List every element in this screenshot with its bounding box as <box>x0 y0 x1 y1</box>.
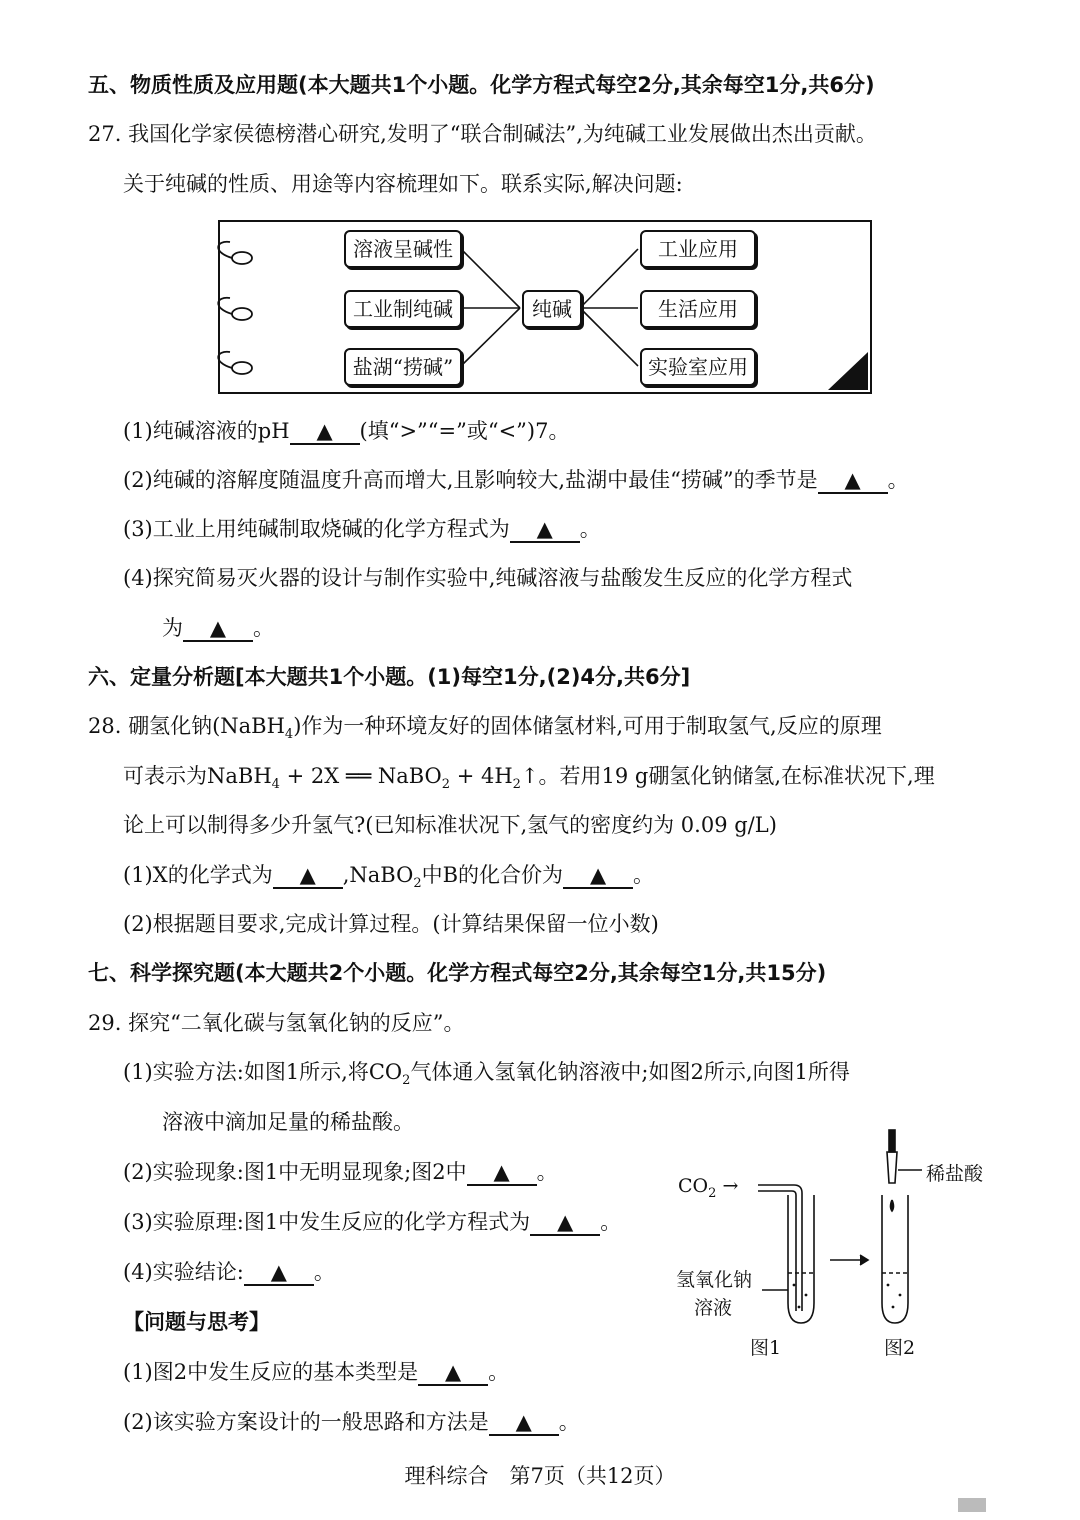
answer-blank[interactable]: ▲ <box>818 468 888 494</box>
q27-part1: (1)纯碱溶液的pH ▲ (填“>”“=”或“<”)7。 <box>123 419 570 443</box>
q29-part1: (1)实验方法:如图1所示,将$CO_2$气体通入氢氧化钠溶液中;如图2所示,向图1所得 <box>123 1060 850 1089</box>
co2-label: $CO_2$ → <box>678 1175 739 1201</box>
mindmap-right-1: 工业应用 <box>640 230 756 268</box>
q29-part2: (2)实验现象:图1中无明显现象;图2中 ▲ 。 <box>123 1160 558 1184</box>
page-footer: 理科综合 第7页（共12页） <box>404 1464 676 1488</box>
q28-line2: 可表示为NaBH$_4$ + 2X ══ NaBO$_2$ + $4H_2↑$。若用19 g硼氢化钠储氢,在标准状况下,理 <box>123 764 935 793</box>
answer-blank[interactable]: ▲ <box>418 1360 488 1386</box>
naoh-label-1: 氢氧化钠 <box>676 1269 753 1291</box>
answer-blank[interactable]: ▲ <box>290 419 360 445</box>
answer-blank[interactable]: ▲ <box>244 1260 314 1286</box>
fig1-caption: 图1 <box>750 1337 782 1359</box>
answer-blank[interactable]: ▲ <box>273 863 343 889</box>
answer-blank[interactable]: ▲ <box>510 517 580 543</box>
fig2-caption: 图2 <box>884 1337 916 1359</box>
q28-line3: 论上可以制得多少升氢气?(已知标准状况下,氢气的密度约为 0.09 g/L) <box>123 813 777 837</box>
mindmap-left-1: 溶液呈碱性 <box>344 230 462 268</box>
mindmap-left-3: 盐湖“捞碱” <box>344 348 462 386</box>
section6-header: 六、定量分析题[本大题共1个小题。(1)每空1分,(2)4分,共6分] <box>88 665 691 689</box>
q29-title: 29. 探究“二氧化碳与氢氧化钠的反应”。 <box>88 1011 465 1035</box>
q28-line1: 28. 硼氢化钠(NaBH$_4$)作为一种环境友好的固体储氢材料,可用于制取氢气,反应的原理 <box>88 714 882 743</box>
q29-think1: (1)图2中发生反应的基本类型是 ▲ 。 <box>123 1360 510 1384</box>
acid-label: 稀盐酸 <box>926 1163 984 1185</box>
q29-part4: (4)实验结论: ▲ 。 <box>123 1260 335 1284</box>
q27-part4: (4)探究简易灭火器的设计与制作实验中,纯碱溶液与盐酸发生反应的化学方程式 <box>123 566 853 590</box>
q27-intro-line2: 关于纯碱的性质、用途等内容梳理如下。联系实际,解决问题: <box>123 172 683 196</box>
page-curl-icon <box>828 352 868 390</box>
naoh-label-2: 溶液 <box>694 1297 733 1319</box>
q29-part1-cont: 溶液中滴加足量的稀盐酸。 <box>162 1110 414 1134</box>
q27-part3: (3)工业上用纯碱制取烧碱的化学方程式为 ▲ 。 <box>123 517 601 541</box>
answer-blank[interactable]: ▲ <box>530 1210 600 1236</box>
q27-part2: (2)纯碱的溶解度随温度升高而增大,且影响较大,盐湖中最佳“捞碱”的季节是 ▲ 。 <box>123 468 909 492</box>
section5-header: 五、物质性质及应用题(本大题共1个小题。化学方程式每空2分,其余每空1分,共6分) <box>88 73 875 97</box>
answer-blank[interactable]: ▲ <box>467 1160 537 1186</box>
mindmap-notebook <box>218 220 872 394</box>
q27-intro-line1: 27. 我国化学家侯德榜潜心研究,发明了“联合制碱法”,为纯碱工业发展做出杰出贡献。 <box>88 122 877 146</box>
q28-part1: (1)X的化学式为 ▲ ,NaBO$_2$中B的化合价为 ▲ 。 <box>123 863 655 892</box>
q27-part4-cont: 为 ▲ 。 <box>162 616 274 640</box>
mindmap-right-3: 实验室应用 <box>640 348 756 386</box>
mindmap-left-2: 工业制纯碱 <box>344 290 462 328</box>
q28-part2: (2)根据题目要求,完成计算过程。(计算结果保留一位小数) <box>123 912 659 936</box>
think-heading: 【问题与思考】 <box>123 1310 270 1334</box>
q29-part3: (3)实验原理:图1中发生反应的化学方程式为 ▲ 。 <box>123 1210 622 1234</box>
answer-blank[interactable]: ▲ <box>563 863 633 889</box>
spiral-rings-icon <box>202 222 272 392</box>
answer-blank[interactable]: ▲ <box>489 1410 559 1436</box>
mindmap-center: 纯碱 <box>522 290 582 328</box>
mindmap-right-2: 生活应用 <box>640 290 756 328</box>
apparatus-figure <box>670 1125 1000 1365</box>
corner-mark <box>958 1498 986 1512</box>
q29-think2: (2)该实验方案设计的一般思路和方法是 ▲ 。 <box>123 1410 580 1434</box>
section7-header: 七、科学探究题(本大题共2个小题。化学方程式每空2分,其余每空1分,共15分) <box>88 961 827 985</box>
answer-blank[interactable]: ▲ <box>183 616 253 642</box>
